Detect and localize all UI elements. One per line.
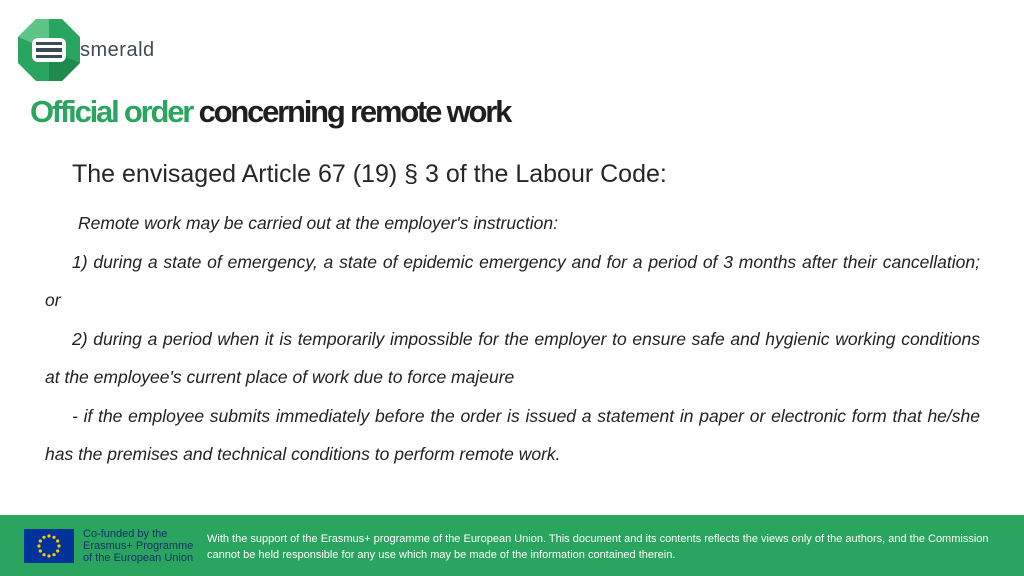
eu-flag-icon <box>24 529 74 563</box>
disclaimer-text: With the support of the Erasmus+ programme of the European Union. This document and its contents reflects the views only of the authors, and the Commission cannot be held responsible for any use which may be made of the information contained therein. <box>207 533 989 561</box>
title-highlight: Official order <box>30 94 193 129</box>
footer-bar <box>0 515 1024 576</box>
article-heading: The envisaged Article 67 (19) § 3 of the Labour Code: <box>72 160 667 188</box>
article-body <box>45 204 980 474</box>
page-title <box>30 94 510 130</box>
logo-text: smerald <box>80 39 155 61</box>
cofund-line: Co-funded by the <box>83 528 168 540</box>
intro-paragraph: Remote work may be carried out at the employer's instruction: <box>78 213 558 233</box>
logo-mark-icon <box>18 19 80 81</box>
cofund-line: Erasmus+ Programme <box>83 540 194 552</box>
esmerald-logo <box>18 19 155 81</box>
cofund-label <box>83 528 193 564</box>
cofund-line: of the European Union <box>83 552 194 564</box>
condition-paragraph: - if the employee submits immediately before the order is issued a statement in paper or electronic form that he/she has the premises and technical conditions to perform remote work. <box>45 405 980 464</box>
point-2-paragraph: 2) during a period when it is temporarily impossible for the employer to ensure safe and hygienic working conditions at the employee's current place of work due to force majeure <box>45 328 980 387</box>
title-rest: concerning remote work <box>198 94 511 129</box>
point-1-paragraph: 1) during a state of emergency, a state of epidemic emergency and for a period of 3 months after their cancellation; or <box>45 251 980 310</box>
